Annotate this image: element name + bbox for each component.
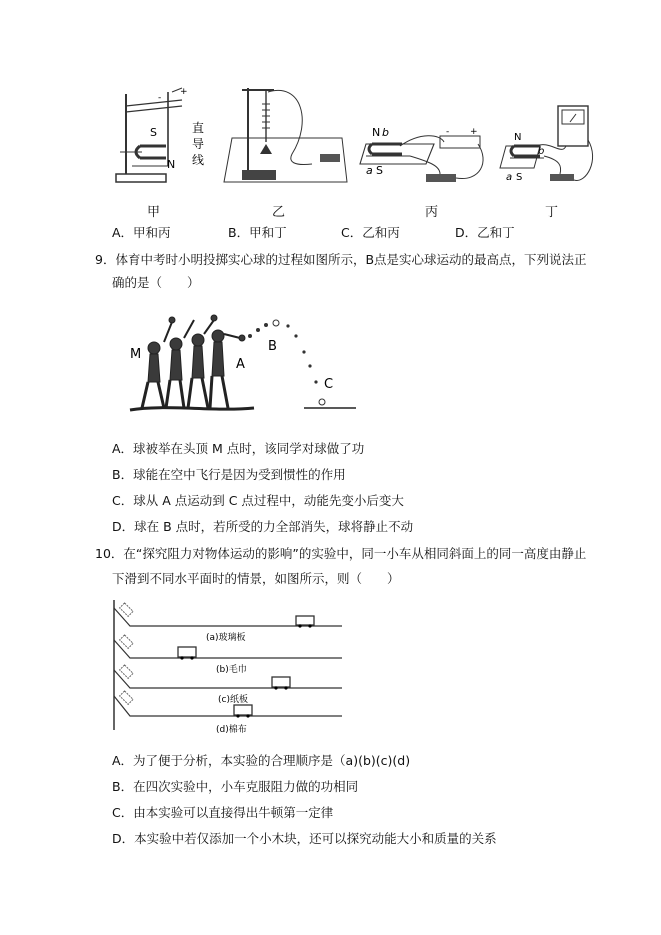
figure-bing — [360, 122, 490, 194]
q10-stem-line-1: 10．在“探究阻力对物体运动的影响”的实验中，同一小车从相同斜面上的同一高度由静止 — [95, 546, 587, 561]
q10-option-a[interactable]: A．为了便于分析，本实验的合理顺序是（a)(b)(c)(d) — [112, 753, 411, 768]
jia-wire-char-1: 直 — [192, 121, 205, 135]
ding-b-label: b — [538, 146, 545, 157]
bing-minus-label: - — [446, 127, 450, 137]
jia-n-label: N — [167, 158, 176, 171]
q9-figure-shotput — [124, 312, 364, 416]
jia-minus-label: - — [158, 93, 162, 103]
q10-surface-d: (d)棉布 — [216, 725, 247, 735]
q9-option-b[interactable]: B．球能在空中飞行是因为受到惯性的作用 — [112, 467, 346, 482]
bing-n-label: N — [372, 126, 381, 139]
q8-option-c[interactable]: C．乙和丙 — [341, 225, 400, 240]
q10-option-d[interactable]: D．本实验中若仅添加一个小木块，还可以探究动能大小和质量的关系 — [112, 831, 497, 846]
figure-caption-jia: 甲 — [147, 205, 161, 220]
q9-stem-line-2: 确的是（ ） — [112, 275, 200, 290]
q9-label-m: M — [130, 347, 142, 362]
ding-a-label: a — [506, 172, 513, 183]
q9-label-b: B — [268, 339, 277, 354]
q10-option-b[interactable]: B．在四次实验中，小车克服阻力做的功相同 — [112, 779, 359, 794]
q9-option-a[interactable]: A．球被举在头顶 M 点时，该同学对球做了功 — [112, 441, 365, 456]
q10-surface-b: (b)毛巾 — [216, 665, 247, 675]
ding-n-label: N — [514, 132, 522, 143]
q8-option-d[interactable]: D．乙和丁 — [455, 225, 515, 240]
figure-caption-yi: 乙 — [272, 205, 286, 220]
figure-caption-bing: 丙 — [425, 205, 439, 220]
q10-option-c[interactable]: C．由本实验可以直接得出牛顿第一定律 — [112, 805, 334, 820]
jia-s-label: S — [150, 126, 157, 139]
q10-surface-a: (a)玻璃板 — [206, 633, 246, 643]
q9-option-d[interactable]: D．球在 B 点时，若所受的力全部消失，球将静止不动 — [112, 519, 414, 534]
jia-plus-label: + — [180, 87, 188, 97]
figure-ding — [500, 100, 600, 192]
bing-b-label: b — [382, 126, 389, 139]
q10-figure-ramps — [106, 600, 346, 740]
bing-a-label: a — [366, 164, 373, 177]
q9-option-c[interactable]: C．球从 A 点运动到 C 点过程中，动能先变小后变大 — [112, 493, 404, 508]
q9-stem-line-1: 9．体育中考时小明投掷实心球的过程如图所示，B点是实心球运动的最高点，下列说法正 — [95, 252, 587, 267]
q8-option-a[interactable]: A．甲和丙 — [112, 225, 171, 240]
q9-label-a: A — [236, 357, 245, 372]
figure-yi — [222, 82, 352, 187]
q9-label-c: C — [324, 377, 334, 392]
jia-wire-char-2: 导 — [192, 137, 205, 151]
bing-s-label: S — [376, 164, 383, 177]
figure-caption-ding: 丁 — [545, 205, 559, 220]
q10-stem-line-2: 下滑到不同水平面时的情景，如图所示，则（ ） — [112, 571, 400, 586]
figure-jia — [112, 86, 212, 191]
q8-option-b[interactable]: B．甲和丁 — [228, 225, 287, 240]
bing-plus-label: + — [470, 127, 478, 137]
jia-wire-char-3: 线 — [192, 153, 205, 167]
q10-surface-c: (c)纸板 — [218, 695, 248, 705]
ding-s-label: S — [516, 172, 523, 183]
